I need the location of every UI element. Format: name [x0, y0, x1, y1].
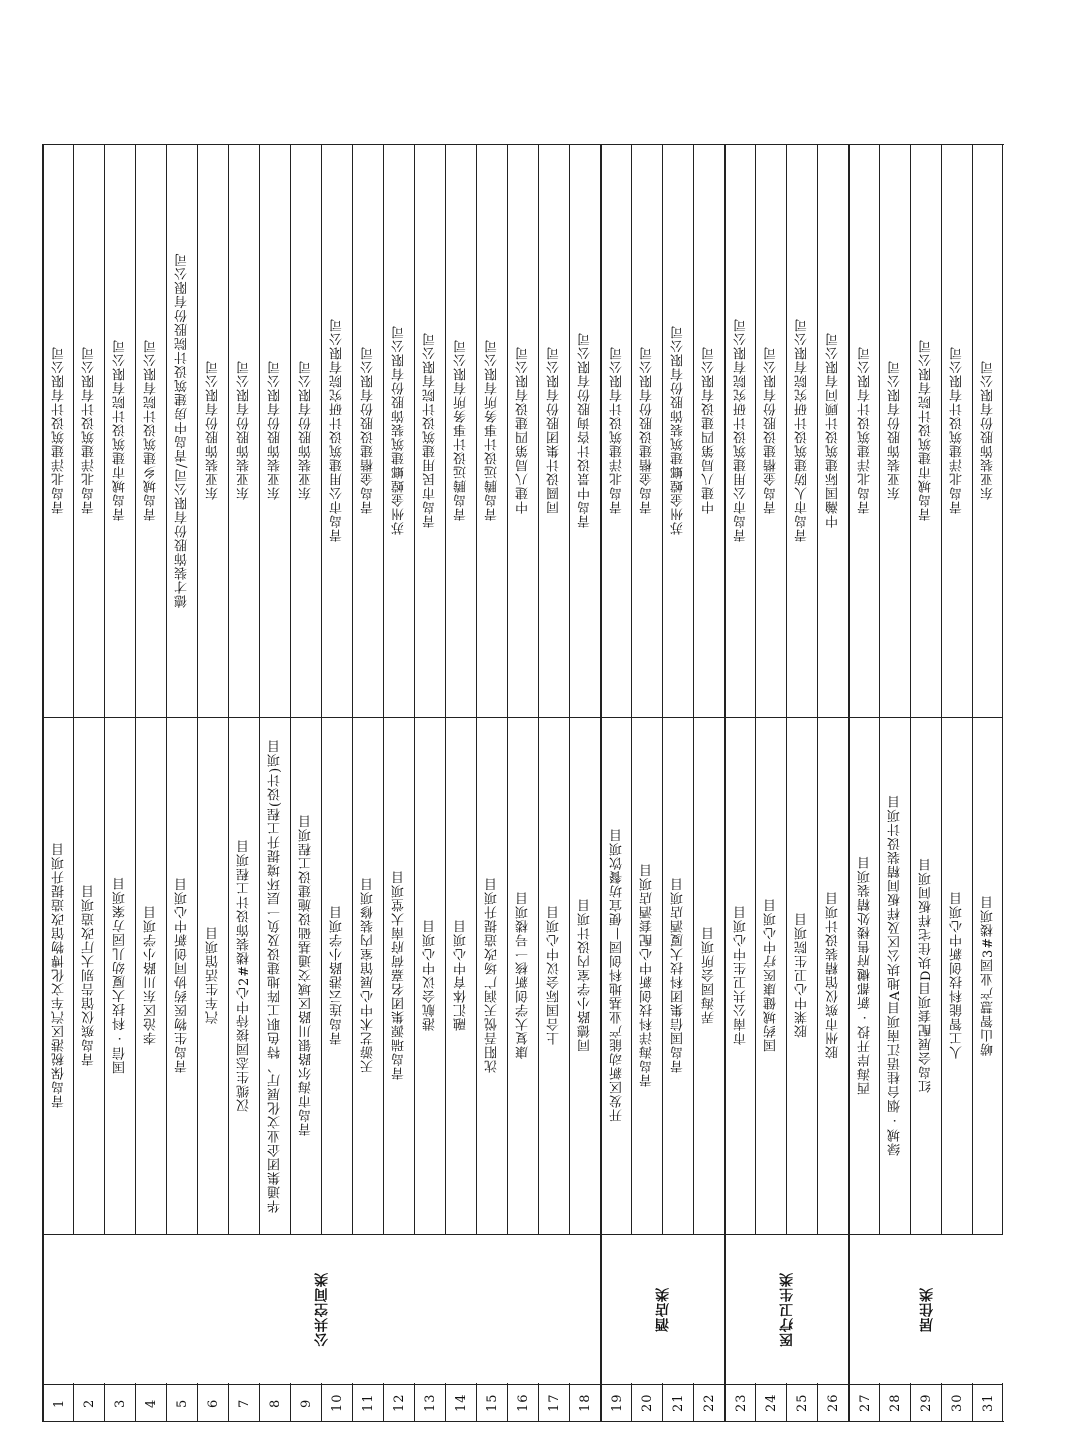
project-cell: 崂山智慧产业园3#楼项目 [981, 894, 996, 1057]
company-cell: 同圆设计集团股份有限公司 [547, 346, 562, 515]
table-row [507, 144, 538, 1422]
company-cell: 德才装饰股份有限公司/青岛中房建筑设计院股份有限公司 [175, 252, 190, 609]
row-number-cell: 2 [82, 1398, 97, 1408]
project-cell: 康复大学创新核一号楼项目 [516, 891, 531, 1060]
company-cell: 青岛市公用建筑设计研究院有限公司 [734, 318, 749, 543]
row-number-cell: 28 [888, 1393, 903, 1413]
company-cell: 青岛市民用建筑设计院有限公司 [423, 332, 438, 529]
project-cell: 李沧区东川路小学项目 [144, 905, 159, 1046]
table-row [724, 144, 755, 1422]
table-row [228, 144, 259, 1422]
row-number-cell: 22 [702, 1393, 717, 1413]
row-number-cell: 4 [144, 1398, 159, 1408]
company-cell: 青岛市人防建筑设计研究院有限公司 [795, 318, 810, 543]
table-row [135, 144, 166, 1422]
row-number-cell: 31 [981, 1393, 996, 1413]
table-row [414, 144, 445, 1422]
table-row [352, 144, 383, 1422]
table-row [879, 144, 910, 1422]
company-cell: 东亚装饰股份有限公司 [981, 360, 996, 501]
project-cell: 汽车生活馆项目 [206, 926, 221, 1025]
table-row [569, 144, 600, 1422]
project-cell: 融汇体育中心项目 [454, 919, 469, 1032]
table-row [538, 144, 569, 1422]
table-row [941, 144, 972, 1422]
category-label: 医疗卫生类 [779, 1271, 795, 1347]
project-cell: 港航会议中心项目 [423, 919, 438, 1032]
row-number-cell: 9 [299, 1398, 314, 1408]
row-number-cell: 16 [516, 1393, 531, 1413]
row-number-cell: 14 [454, 1393, 469, 1413]
category-cell [726, 1235, 848, 1383]
project-cell: 青岛市海尔路银川路区域交通基础设施建设工程项目 [299, 814, 314, 1137]
project-cell: 沈阳吾悦天润广场改造提升项目 [485, 877, 500, 1074]
company-cell: 青岛城市建筑设计院有限公司 [919, 339, 934, 522]
table-row [383, 144, 414, 1422]
company-cell: 青岛腾远设计事务所有限公司 [485, 339, 500, 522]
row-number-cell: 3 [113, 1398, 128, 1408]
company-cell: 青岛市公用建筑设计研究院有限公司 [330, 318, 345, 543]
category-cell [602, 1235, 724, 1383]
project-cell: 开发区新动能产业基地科创园—便宜坊餐饮项目 [610, 828, 625, 1123]
company-cell: 中建八局第四建设有限公司 [702, 346, 717, 515]
row-number-cell: 1 [52, 1398, 67, 1408]
row-number-cell: 6 [206, 1398, 221, 1408]
table-row [786, 144, 817, 1422]
project-cell: 青岛连云港路小学项目 [330, 905, 345, 1046]
company-cell: 青岛北洋建筑设计有限公司 [82, 346, 97, 515]
project-cell: 青岛国信集团科技大厦酒店项目 [671, 877, 686, 1074]
table-row [104, 144, 135, 1422]
table-row [755, 144, 786, 1422]
table-row [476, 144, 507, 1422]
category-label: 居住类 [918, 1286, 935, 1332]
project-cell: 胶州市殡仪馆精装设计项目 [826, 891, 841, 1060]
project-cell: 天游艺术中心展馆室内装修项目 [361, 877, 376, 1074]
row-number-cell: 25 [795, 1393, 810, 1413]
company-cell: 东亚装饰股份有限公司 [888, 360, 903, 501]
project-cell: 人工智能科技创新中心项目 [950, 891, 965, 1060]
table-row [166, 144, 197, 1422]
project-cell: 绿城 · 烟台桂语江南项目A地块公区及样板间精装设计项目 [888, 794, 903, 1157]
category-cell [850, 1235, 1003, 1383]
table-row [197, 144, 228, 1422]
row-number-cell: 5 [175, 1398, 190, 1408]
row-number-cell: 15 [485, 1393, 500, 1413]
company-cell: 青岛中景设计咨询股份有限公司 [578, 332, 593, 529]
project-cell: 青岛生物医药协同创新中心项目 [175, 877, 190, 1074]
row-number-cell: 18 [578, 1393, 593, 1413]
category-number-divider [42, 1384, 1003, 1385]
project-cell: 弄海园会所项目 [702, 926, 717, 1025]
project-cell: 青岛海洋科技创新中心配套酒店项目 [640, 863, 655, 1088]
company-cell: 青岛北洋建筑设计有限公司 [610, 346, 625, 515]
company-cell: 青岛北洋建筑设计有限公司 [950, 346, 965, 515]
row-number-cell: 13 [423, 1393, 438, 1413]
project-cell: 上合国际会议中心项目 [547, 905, 562, 1046]
row-number-cell: 11 [361, 1393, 376, 1413]
company-project-divider [42, 717, 1003, 718]
table-row [42, 144, 73, 1422]
row-number-cell: 20 [640, 1393, 655, 1413]
company-cell: 青岛北洋建筑设计有限公司 [858, 346, 873, 515]
table-row [73, 144, 104, 1422]
company-cell: 青岛金楷建设股份有限公司 [361, 346, 376, 515]
row-number-cell: 21 [671, 1393, 686, 1413]
company-cell: 中建八局第四建设有限公司 [516, 346, 531, 515]
project-cell: 市南公共卫生中心项目 [734, 905, 749, 1046]
table-row [848, 144, 879, 1422]
table-row [445, 144, 476, 1422]
table-row [321, 144, 352, 1422]
row-number-cell: 26 [826, 1393, 841, 1413]
company-cell: 青岛城乡建筑设计院有限公司 [144, 339, 159, 522]
row-number-cell: 12 [392, 1393, 407, 1413]
award-list-table [42, 144, 1004, 1422]
table-row [693, 144, 724, 1422]
company-cell: 东亚装饰股份有限公司 [237, 360, 252, 501]
project-cell: 西海岸开投 · 新都樾府售楼处精装项目 [858, 855, 873, 1096]
row-number-cell: 29 [919, 1393, 934, 1413]
row-number-cell: 19 [610, 1393, 625, 1413]
table-row [631, 144, 662, 1422]
company-cell: 东亚装饰股份有限公司 [206, 360, 221, 501]
company-cell: 东亚装饰股份有限公司 [299, 360, 314, 501]
project-cell: 同德路小学室内设计项目 [578, 898, 593, 1053]
project-cell: 华通集团企业文化展厅、特色职工阵地建设及负一层环境提升工程(设计)项目 [268, 738, 283, 1213]
row-number-cell: 27 [858, 1393, 873, 1413]
category-label: 公共空间类 [314, 1271, 330, 1347]
category-label: 酒店类 [655, 1286, 671, 1332]
company-cell: 青岛金楷建设股份有限公司 [640, 346, 655, 515]
company-cell: 苏州金螳螂建筑装饰股份有限公司 [671, 325, 686, 536]
table-row [290, 144, 321, 1422]
row-number-cell: 8 [268, 1398, 283, 1408]
row-number-cell: 7 [237, 1398, 252, 1408]
project-cell: 红岛会展配套项目D块住宅样板间项目 [919, 857, 934, 1094]
project-cell: 胶莱中心卫生院项目 [795, 912, 810, 1039]
company-cell: 青岛腾远设计事务所有限公司 [454, 339, 469, 522]
company-cell: 青岛北洋建筑设计有限公司 [52, 346, 67, 515]
project-cell: 青岛瑞源集团名嘉荷府南大堂项目 [392, 870, 407, 1081]
company-cell: 中瀚国际建筑设计顾问有限公司 [826, 332, 841, 529]
table-row [600, 144, 631, 1422]
table-row [972, 144, 1003, 1422]
row-number-cell: 10 [330, 1393, 345, 1413]
company-cell: 东亚装饰股份有限公司 [268, 360, 283, 501]
table-row [662, 144, 693, 1422]
project-cell: 国信 · 科技大厦幼儿园方案项目 [113, 876, 128, 1075]
project-category-divider [42, 1234, 1003, 1235]
project-cell: 国药城健康医疗中心项目 [764, 898, 779, 1053]
row-number-cell: 17 [547, 1393, 562, 1413]
project-cell: 青岛保税港区汽车文化博物馆改造提升项目 [52, 842, 67, 1109]
category-cell [44, 1235, 600, 1383]
project-cell: 汉缆生态园接待中心2#楼装饰设计工程项目 [237, 838, 252, 1113]
project-cell: 青岛殡仪馆告别大厅改造项目 [82, 884, 97, 1067]
company-cell: 苏州金螳螂建筑装饰股份有限公司 [392, 325, 407, 536]
company-cell: 青岛金楷建设股份有限公司 [764, 346, 779, 515]
table-row [817, 144, 848, 1422]
row-number-cell: 30 [950, 1393, 965, 1413]
row-number-cell: 24 [764, 1393, 779, 1413]
table-row [259, 144, 290, 1422]
company-cell: 青岛城市建筑设计院有限公司 [113, 339, 128, 522]
row-number-cell: 23 [734, 1393, 749, 1413]
table-row [910, 144, 941, 1422]
